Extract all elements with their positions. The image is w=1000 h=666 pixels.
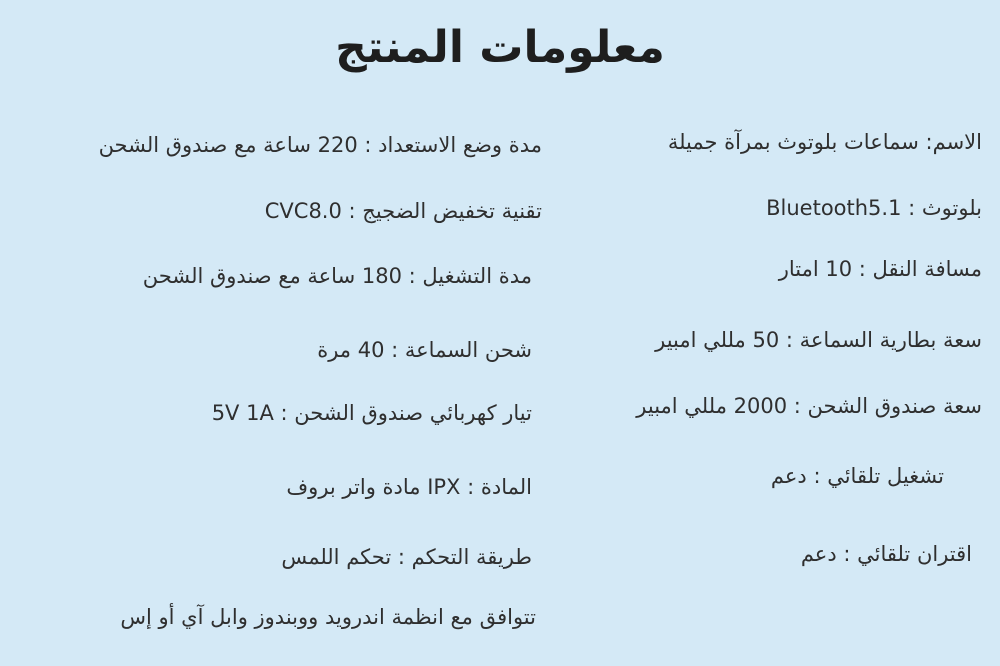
- spec-material: المادة : IPX مادة واتر بروف: [286, 475, 532, 499]
- spec-standby-time: مدة وضع الاستعداد : 220 ساعة مع صندوق الشحن: [98, 133, 542, 157]
- spec-name: الاسم: سماعات بلوتوث بمرآة جميلة: [667, 130, 982, 154]
- spec-compatibility: تتوافق مع انظمة اندرويد ووبندوز وابل آي أو إس: [120, 605, 536, 629]
- spec-case-battery: سعة صندوق الشحن : 2000 مللي امبير: [636, 394, 982, 418]
- spec-earbud-battery: سعة بطارية السماعة : 50 مللي امبير: [655, 328, 982, 352]
- spec-transmission-distance: مسافة النقل : 10 امتار: [778, 257, 982, 281]
- spec-case-current: تيار كهربائي صندوق الشحن : 5V 1A: [211, 401, 532, 425]
- spec-noise-reduction: تقنية تخفيض الضجيج : CVC8.0: [264, 199, 542, 223]
- spec-playback-time: مدة التشغيل : 180 ساعة مع صندوق الشحن: [142, 264, 532, 288]
- spec-auto-power: تشغيل تلقائي : دعم: [770, 464, 944, 488]
- spec-auto-pairing: اقتران تلقائي : دعم: [800, 542, 972, 566]
- spec-earbud-charges: شحن السماعة : 40 مرة: [317, 338, 532, 362]
- spec-bluetooth: بلوتوث : Bluetooth5.1: [766, 196, 982, 220]
- page-title: معلومات المنتج: [335, 22, 665, 73]
- spec-control-method: طريقة التحكم : تحكم اللمس: [281, 545, 532, 569]
